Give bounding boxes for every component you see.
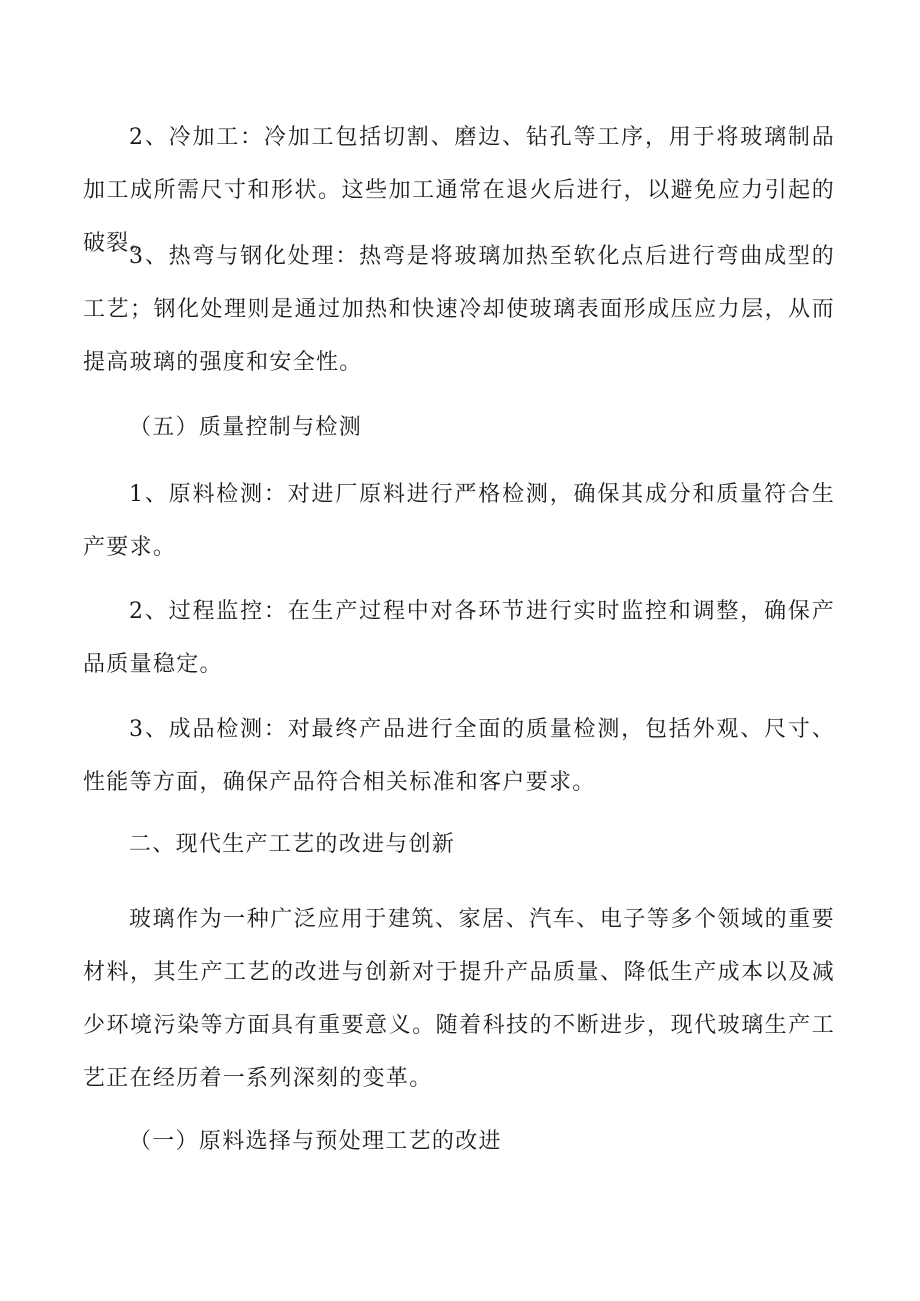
section-heading-modern-process: 二、现代生产工艺的改进与创新 bbox=[129, 832, 456, 857]
paragraph-final-product-inspection: 3、成品检测：对最终产品进行全面的质量检测，包括外观、尺寸、性能等方面，确保产品符合相关标准和客户要求。 bbox=[83, 717, 835, 795]
paragraph-glass-intro: 玻璃作为一种广泛应用于建筑、家居、汽车、电子等多个领域的重要材料，其生产工艺的改进与创新对于提升产品质量、降低生产成本以及减少环境污染等方面具有重要意义。随着科技的不断进步，现代玻璃生产工艺正在经历着一系列深刻的变革。 bbox=[83, 907, 835, 1091]
paragraph-raw-material-inspection: 1、原料检测：对进厂原料进行严格检测，确保其成分和质量符合生产要求。 bbox=[83, 482, 835, 560]
paragraph-hot-bending-tempering: 3、热弯与钢化处理：热弯是将玻璃加热至软化点后进行弯曲成型的工艺；钢化处理则是通过加热和快速冷却使玻璃表面形成压应力层，从而提高玻璃的强度和安全性。 bbox=[83, 244, 835, 375]
paragraph-process-monitoring: 2、过程监控：在生产过程中对各环节进行实时监控和调整，确保产品质量稳定。 bbox=[83, 599, 835, 677]
section-heading-raw-material-selection: （一）原料选择与预处理工艺的改进 bbox=[129, 1129, 502, 1154]
section-heading-quality-control: （五）质量控制与检测 bbox=[129, 415, 363, 440]
paragraph-cold-processing: 2、冷加工：冷加工包括切割、磨边、钻孔等工序，用于将玻璃制品加工成所需尺寸和形状。这些加工通常在退火后进行，以避免应力引起的破裂。 bbox=[83, 125, 835, 256]
